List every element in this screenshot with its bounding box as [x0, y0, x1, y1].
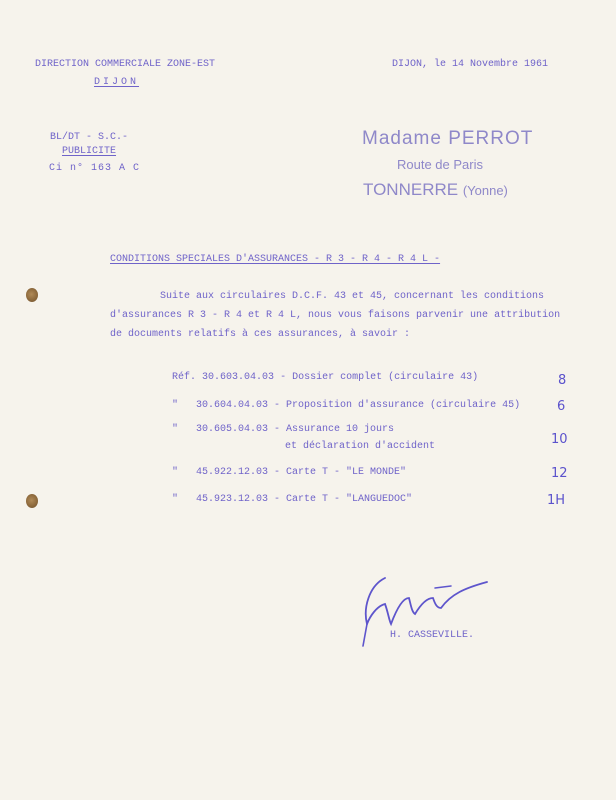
- item-quantity: 12: [551, 466, 568, 481]
- reference-line-2: PUBLICITE: [62, 146, 117, 157]
- item-ref: 30.603.04.03: [202, 372, 275, 383]
- item-ref: 30.605.04.03: [196, 424, 269, 435]
- list-item: [172, 494, 412, 505]
- recipient-name: Madame PERROT: [362, 128, 534, 149]
- recipient-street: Route de Paris: [397, 157, 483, 172]
- item-quantity: 8: [558, 373, 567, 388]
- date-line: DIJON, le 14 Novembre 1961: [392, 59, 549, 70]
- list-item: [172, 467, 406, 478]
- list-item: [172, 400, 520, 411]
- item-prefix: Réf.: [172, 372, 197, 383]
- body-line-1: Suite aux circulaires D.C.F. 43 et 45, concernant les conditions: [160, 291, 545, 302]
- recipient-city: TONNERRE: [363, 180, 459, 199]
- body-line-2: d'assurances R 3 - R 4 et R 4 L, nous vous faisons parvenir une attribution: [110, 310, 561, 321]
- item-desc: - Dossier complet (circulaire 43): [280, 372, 479, 383]
- item-quantity: 10: [551, 432, 568, 447]
- item-ref: 30.604.04.03: [196, 400, 269, 411]
- list-item: [172, 424, 394, 435]
- list-item: [172, 372, 478, 383]
- item-prefix: ": [172, 424, 179, 435]
- reference-line-3: Ci n° 163 A C: [49, 163, 141, 174]
- subject-line: CONDITIONS SPECIALES D'ASSURANCES - R 3 - R 4 - R 4 L -: [110, 254, 441, 265]
- item-prefix: ": [172, 400, 179, 411]
- item-desc: - Carte T - "LE MONDE": [274, 467, 407, 478]
- item-desc-continued: et déclaration d'accident: [285, 441, 436, 452]
- signatory-name: H. CASSEVILLE.: [390, 630, 475, 641]
- item-quantity: 1H: [547, 493, 566, 508]
- recipient-city-line: [363, 180, 508, 200]
- item-desc: - Proposition d'assurance (circulaire 45): [274, 400, 521, 411]
- recipient-region: (Yonne): [462, 183, 508, 198]
- item-quantity: 6: [557, 399, 566, 414]
- item-prefix: ": [172, 467, 179, 478]
- item-desc: - Assurance 10 jours: [274, 424, 395, 435]
- department-line: DIRECTION COMMERCIALE ZONE-EST: [35, 59, 216, 70]
- reference-line-1: BL/DT - S.C.-: [50, 132, 129, 143]
- punch-hole-bottom: [26, 494, 38, 508]
- body-line-3: de documents relatifs à ces assurances, à savoir :: [110, 329, 411, 340]
- punch-hole-top: [26, 288, 38, 302]
- item-prefix: ": [172, 494, 179, 505]
- item-desc: - Carte T - "LANGUEDOC": [274, 494, 413, 505]
- item-ref: 45.922.12.03: [196, 467, 269, 478]
- item-ref: 45.923.12.03: [196, 494, 269, 505]
- city-heading: DIJON: [94, 77, 140, 88]
